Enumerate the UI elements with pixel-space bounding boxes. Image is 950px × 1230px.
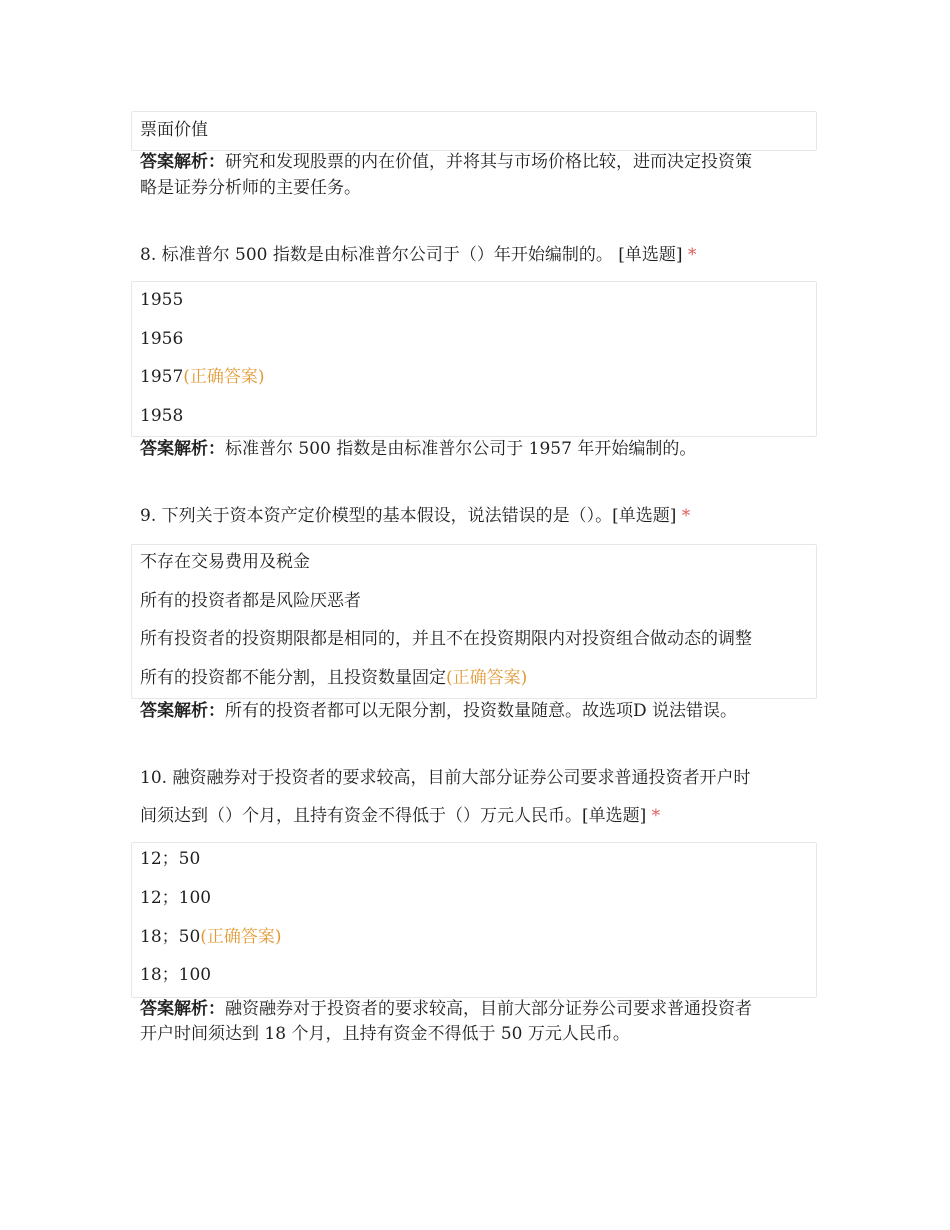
q9-question <box>140 505 690 527</box>
q10-option-b[interactable]: 12；100 <box>140 888 212 908</box>
q8-option-c-text: 1957 <box>140 367 184 387</box>
q10-analysis <box>140 998 752 1020</box>
q8-option-b[interactable]: 1956 <box>140 329 184 349</box>
q9-option-d[interactable] <box>140 667 527 689</box>
q8-analysis-text: 标准普尔 500 指数是由标准普尔公司于 1957 年开始编制的。 <box>225 439 697 459</box>
correct-answer-tag: (正确答案) <box>183 367 265 387</box>
q8-analysis <box>140 438 696 460</box>
q10-options-box <box>131 842 817 998</box>
q9-option-c[interactable]: 所有投资者的投资期限都是相同的，并且不在投资期限内对投资组合做动态的调整 <box>140 629 752 649</box>
q7-options-box <box>131 111 817 151</box>
q10-question-line-1: 10. 融资融券对于投资者的要求较高，目前大部分证券公司要求普通投资者开户时 <box>140 768 751 788</box>
q9-analysis <box>140 700 737 722</box>
required-mark: * <box>681 506 691 526</box>
required-mark: * <box>651 806 661 826</box>
q7-analysis-text-1: 研究和发现股票的内在价值，并将其与市场价格比较，进而决定投资策 <box>225 152 752 172</box>
q8-question <box>140 244 696 266</box>
q9-analysis-text: 所有的投资者都可以无限分割，投资数量随意。故选项D 说法错误。 <box>225 701 738 721</box>
analysis-label: 答案解析： <box>140 152 225 172</box>
q10-analysis-cont: 开户时间须达到 18 个月，且持有资金不得低于 50 万元人民币。 <box>140 1024 630 1044</box>
q7-analysis <box>140 151 752 173</box>
required-mark: * <box>687 245 697 265</box>
correct-answer-tag: (正确答案) <box>200 927 282 947</box>
q9-option-b[interactable]: 所有的投资者都是风险厌恶者 <box>140 591 361 611</box>
q10-option-d[interactable]: 18；100 <box>140 965 212 985</box>
q9-question-text: 9. 下列关于资本资产定价模型的基本假设，说法错误的是（）。[单选题] <box>140 506 677 526</box>
q10-analysis-text-1: 融资融券对于投资者的要求较高，目前大部分证券公司要求普通投资者 <box>225 999 752 1019</box>
analysis-label: 答案解析： <box>140 701 225 721</box>
correct-answer-tag: (正确答案) <box>446 668 528 688</box>
q7-analysis-cont: 略是证券分析师的主要任务。 <box>140 178 361 198</box>
analysis-label: 答案解析： <box>140 999 225 1019</box>
q10-question-line-2 <box>140 805 660 827</box>
q10-option-c[interactable] <box>140 926 282 948</box>
q10-option-c-text: 18；50 <box>140 927 201 947</box>
q10-option-a[interactable]: 12；50 <box>140 849 201 869</box>
q8-option-c[interactable] <box>140 366 265 388</box>
q9-option-a[interactable]: 不存在交易费用及税金 <box>140 552 310 572</box>
analysis-label: 答案解析： <box>140 439 225 459</box>
q8-options-box <box>131 281 817 437</box>
q8-option-d[interactable]: 1958 <box>140 406 184 426</box>
q10-question-text: 间须达到（）个月，且持有资金不得低于（）万元人民币。[单选题] <box>140 806 647 826</box>
q9-option-d-text: 所有的投资都不能分割，且投资数量固定 <box>140 668 446 688</box>
q8-question-text: 8. 标准普尔 500 指数是由标准普尔公司于（）年开始编制的。 [单选题] <box>140 245 683 265</box>
q7-option-last[interactable]: 票面价值 <box>140 120 208 140</box>
q8-option-a[interactable]: 1955 <box>140 290 184 310</box>
